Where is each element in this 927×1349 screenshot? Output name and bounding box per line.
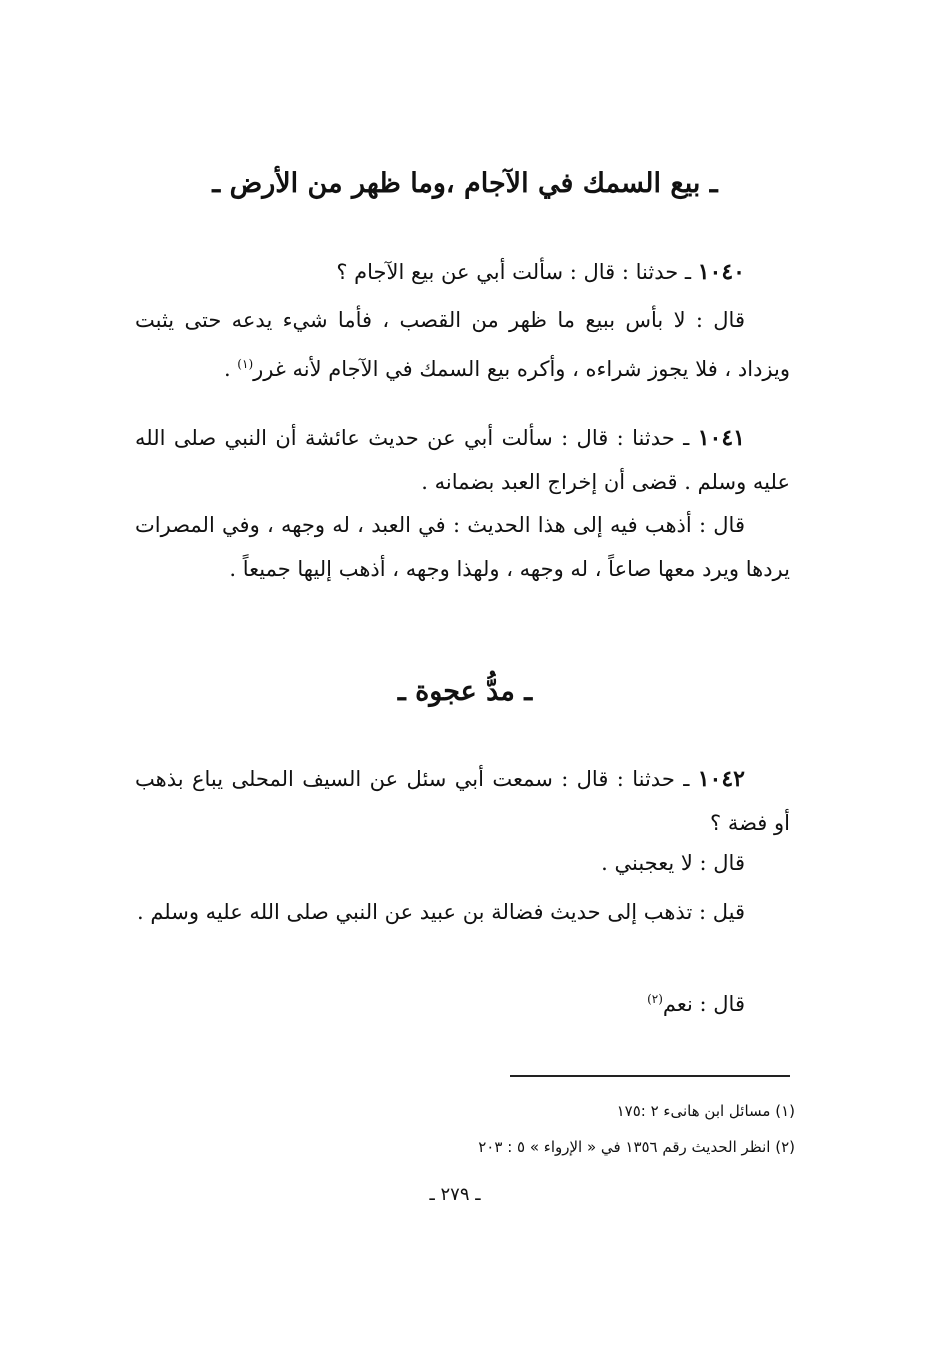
hadith-1042-final-answer — [135, 977, 790, 1026]
footnote-ref-2: (٢) — [647, 992, 663, 1006]
hadith-1041-answer — [135, 503, 790, 591]
answer-text: قال : نعم — [662, 992, 745, 1016]
footnote-1: (١) مسائل ابن هانىء ٢ :١٧٥ — [616, 1102, 795, 1120]
hadith-number: ١٠٤٠ — [697, 259, 745, 285]
section-heading-fish-sale: ـ بيع السمك في الآجام ،وما ظهر من الأرض ـ — [212, 168, 718, 199]
followup-text: قيل : تذهب إلى حديث فضالة بن عبيد عن النبي صلى الله عليه وسلم . — [136, 900, 745, 924]
hadith-1042-followup — [135, 890, 790, 934]
hadith-number: ١٠٤١ — [697, 425, 745, 451]
page-number: ـ ٢٧٩ ـ — [429, 1184, 481, 1205]
answer-tail: . — [223, 357, 238, 381]
footnote-ref-1: (١) — [237, 357, 254, 371]
hadith-1042-answer — [135, 841, 790, 885]
answer-text: قال : لا بأس ببيع ما ظهر من القصب ، فأما شيء يدعه حتى يثبت ويزداد ، فلا يجوز شراءه ، وأكره بيع السمك في الآجام لأنه غرر — [135, 308, 790, 381]
hadith-1040-question — [135, 250, 790, 294]
hadith-text: ـ حدثنا : قال : سألت أبي عن حديث عائشة أن النبي صلى الله عليه وسلم . قضى أن إخراج العبد بضمانه . — [135, 426, 790, 494]
hadith-1040-answer — [135, 298, 790, 391]
footnote-2: (٢) انظر الحديث رقم ١٣٥٦ في « الإرواء » ٥ : ٢٠٣ — [478, 1138, 795, 1156]
hadith-text: ـ حدثنا : قال : سمعت أبي سئل عن السيف المحلى يباع بذهب أو فضة ؟ — [135, 767, 790, 835]
answer-text: قال : لا يعجبني . — [601, 851, 745, 875]
hadith-1042-question — [135, 757, 790, 845]
answer-text: قال : أذهب فيه إلى هذا الحديث : في العبد ، له وجهه ، وفي المصرات يردها ويرد معها صاعاً ، له وجهه ، ولهذا وجهه ، أذهب إليها جميعاً . — [135, 513, 790, 581]
hadith-number: ١٠٤٢ — [697, 766, 745, 792]
section-heading-mudd-ajwa: ـ مدُّ عجوة ـ — [397, 676, 533, 707]
hadith-text: ـ حدثنا : قال : سألت أبي عن بيع الآجام ؟ — [336, 260, 698, 284]
footnote-divider — [510, 1075, 790, 1077]
hadith-1041-question — [135, 416, 790, 504]
